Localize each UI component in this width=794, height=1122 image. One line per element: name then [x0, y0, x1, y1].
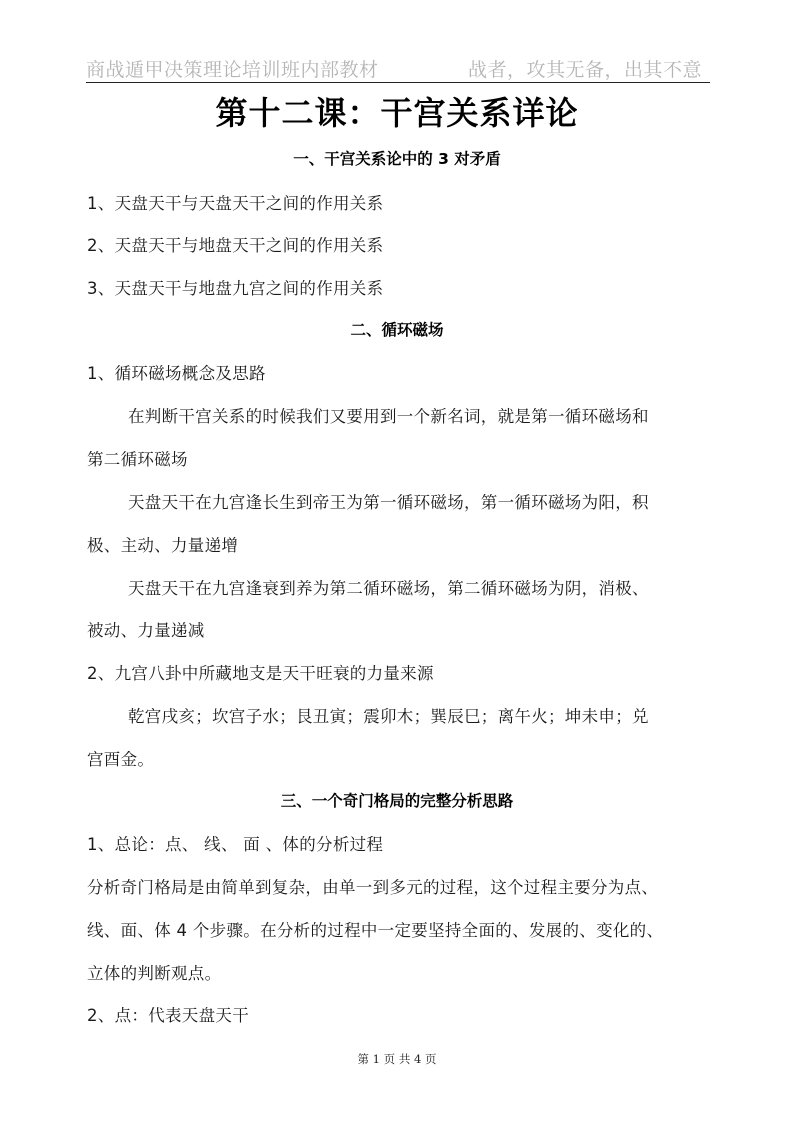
- list-item: 2、天盘天干与地盘天干之间的作用关系: [87, 236, 384, 255]
- section-heading-1: 一、干宫关系论中的 3 对矛盾: [293, 150, 501, 168]
- paragraph-line: 宫酉金。: [87, 750, 155, 769]
- subheading: 2、点：代表天盘天干: [87, 1006, 249, 1025]
- page-header: [86, 52, 710, 83]
- list-item: 3、天盘天干与地盘九宫之间的作用关系: [87, 279, 384, 298]
- paragraph-line: 分析奇门格局是由简单到复杂，由单一到多元的过程，这个过程主要分为点、: [87, 878, 659, 897]
- page-number: 第 1 页 共 4 页: [357, 1052, 437, 1066]
- subheading: 1、循环磁场概念及思路: [87, 364, 266, 383]
- section-heading-3: 三、一个奇门格局的完整分析思路: [280, 792, 514, 810]
- paragraph-line: 极、主动、力量递增: [87, 536, 239, 555]
- paragraph-line: 在判断干宫关系的时候我们又要用到一个新名词，就是第一循环磁场和: [128, 407, 649, 426]
- header-motto: 战者，攻其无备，出其不意: [467, 59, 702, 81]
- paragraph-line: 第二循环磁场: [87, 450, 188, 469]
- paragraph-line: 天盘天干在九宫逢衰到养为第二循环磁场，第二循环磁场为阴，消极、: [128, 579, 649, 598]
- header-course-name: 商战遁甲决策理论培训班内部教材: [86, 59, 379, 81]
- paragraph-line: 立体的判断观点。: [87, 964, 222, 983]
- list-item: 1、天盘天干与天盘天干之间的作用关系: [87, 194, 384, 213]
- section-heading-2: 二、循环磁场: [350, 321, 444, 339]
- subheading: 2、九宫八卦中所藏地支是天干旺衰的力量来源: [87, 664, 434, 683]
- lesson-title: 第十二课：干宫关系详论: [215, 94, 579, 132]
- paragraph-line: 被动、力量递减: [87, 621, 205, 640]
- paragraph-line: 天盘天干在九宫逢长生到帝王为第一循环磁场，第一循环磁场为阳，积: [128, 493, 649, 512]
- paragraph-line: 乾宫戌亥；坎宫子水；艮丑寅；震卯木；巽辰巳；离午火；坤未申；兑: [128, 707, 649, 726]
- paragraph-line: 线、面、体 4 个步骤。在分析的过程中一定要坚持全面的、发展的、变化的、: [87, 921, 664, 940]
- subheading: 1、总论：点、 线、 面 、体的分析过程: [87, 835, 384, 854]
